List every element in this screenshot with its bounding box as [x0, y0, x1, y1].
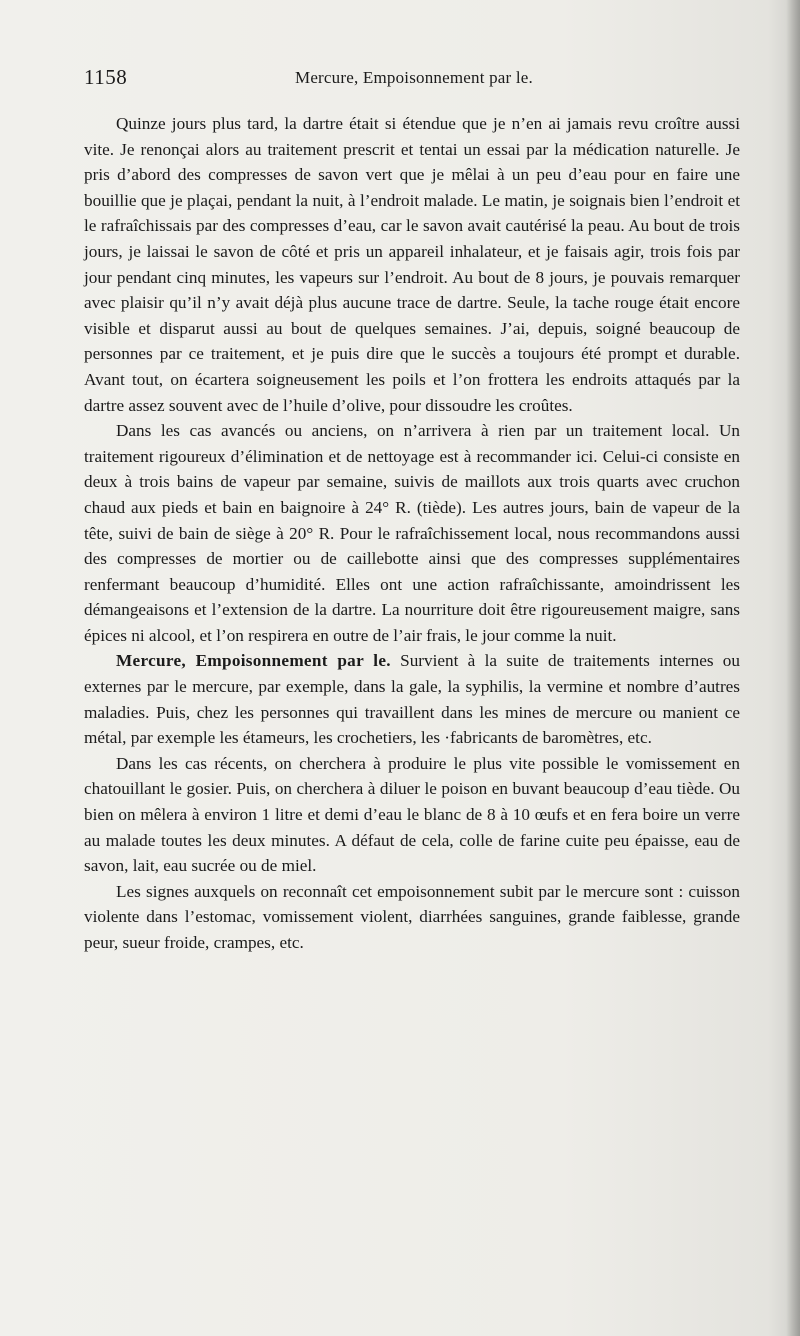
- section-heading: Mercure, Empoisonnement par le.: [116, 651, 391, 671]
- page-number: 1158: [84, 65, 128, 89]
- section-intro-text: Survient à la suite de traitements internes ou externes par le mercure, par exemple, dans la gale, la syphilis, la vermine et nombre d’autres maladies. Puis, chez les personnes qui travaillent dans les mines de mercure ou manient ce métal, par exemple les étameurs, les crochetiers, les ·fabricants de baromètres, etc.: [84, 651, 740, 748]
- page-edge-shadow: [786, 0, 800, 1336]
- paragraph-dartre-2: Dans les cas avancés ou anciens, on n’arrivera à rien par un traitement local. Un traitement rigoureux d’élimination et de nettoyage est à recommander ici. Celui-ci consiste en deux à trois bains de vapeur par semaine, suivis de maillots aux trois quarts avec cruchon chaud aux pieds et bain en baignoire à 24° R. (tiède). Les autres jours, bain de vapeur de la tête, suivi de bain de siège à 20° R. Pour le rafraîchissement local, nous recommandons aussi des compresses de mortier ou de caillebotte ainsi que des compresses supplémentaires renfermant beaucoup d’humidité. Elles ont une action rafraîchissante, amoindrissent les démangeaisons et l’extension de la dartre. La nourriture doit être rigoureusement maigre, sans épices ni alcool, et l’on respirera en outre de l’air frais, le jour comme la nuit.: [84, 421, 740, 645]
- page-header: [84, 65, 744, 95]
- running-title: Mercure, Empoisonnement par le.: [295, 68, 533, 87]
- section-mercure-intro: [84, 648, 740, 750]
- paragraph-mercure-2: Les signes auxquels on reconnaît cet empoisonnement subit par le mercure sont : cuisson violente dans l’estomac, vomissement violent, diarrhées sanguines, grande faiblesse, grande peur, sueur froide, crampes, etc.: [84, 881, 740, 952]
- paragraph-mercure-1: Dans les cas récents, on cherchera à produire le plus vite possible le vomissement en chatouillant le gosier. Puis, on cherchera à diluer le poison en buvant beaucoup d’eau tiède. Ou bien on mêlera à environ 1 litre et demi d’eau le blanc de 8 à 10 œufs et en fera boire un verre au malade toutes les deux minutes. A défaut de cela, colle de farine cuite peu épaisse, eau de savon, lait, eau sucrée ou de miel.: [84, 753, 740, 876]
- paragraph-dartre-1: Quinze jours plus tard, la dartre était si étendue que je n’en ai jamais revu croître aussi vite. Je renonçai alors au traitement prescrit et tentai un essai par la médication naturelle. Je pris d’abord des compresses de savon vert que je mêlai à un peu d’eau pour en faire une bouillie que je plaçai, pendant la nuit, à l’endroit malade. Le matin, je soignais bien l’endroit et le rafraîchissais par des compresses d’eau, car le savon avait cautérisé la peau. Au bout de trois jours, je laissai le savon de côté et pris un appareil inhalateur, et je faisais agir, trois fois par jour pendant cinq minutes, les vapeurs sur l’endroit. Au bout de 8 jours, je pouvais remarquer avec plaisir qu’il n’y avait déjà plus aucune trace de dartre. Seule, la tache rouge était encore visible et disparut aussi au bout de quelques semaines. J’ai, depuis, soigné beaucoup de personnes par ce traitement, et je puis dire que le succès a toujours été prompt et durable. Avant tout, on écartera soigneusement les poils et l’on frottera les endroits attaqués par la dartre assez souvent avec de l’huile d’olive, pour dissoudre les croûtes.: [84, 114, 740, 415]
- body-text: [84, 111, 740, 956]
